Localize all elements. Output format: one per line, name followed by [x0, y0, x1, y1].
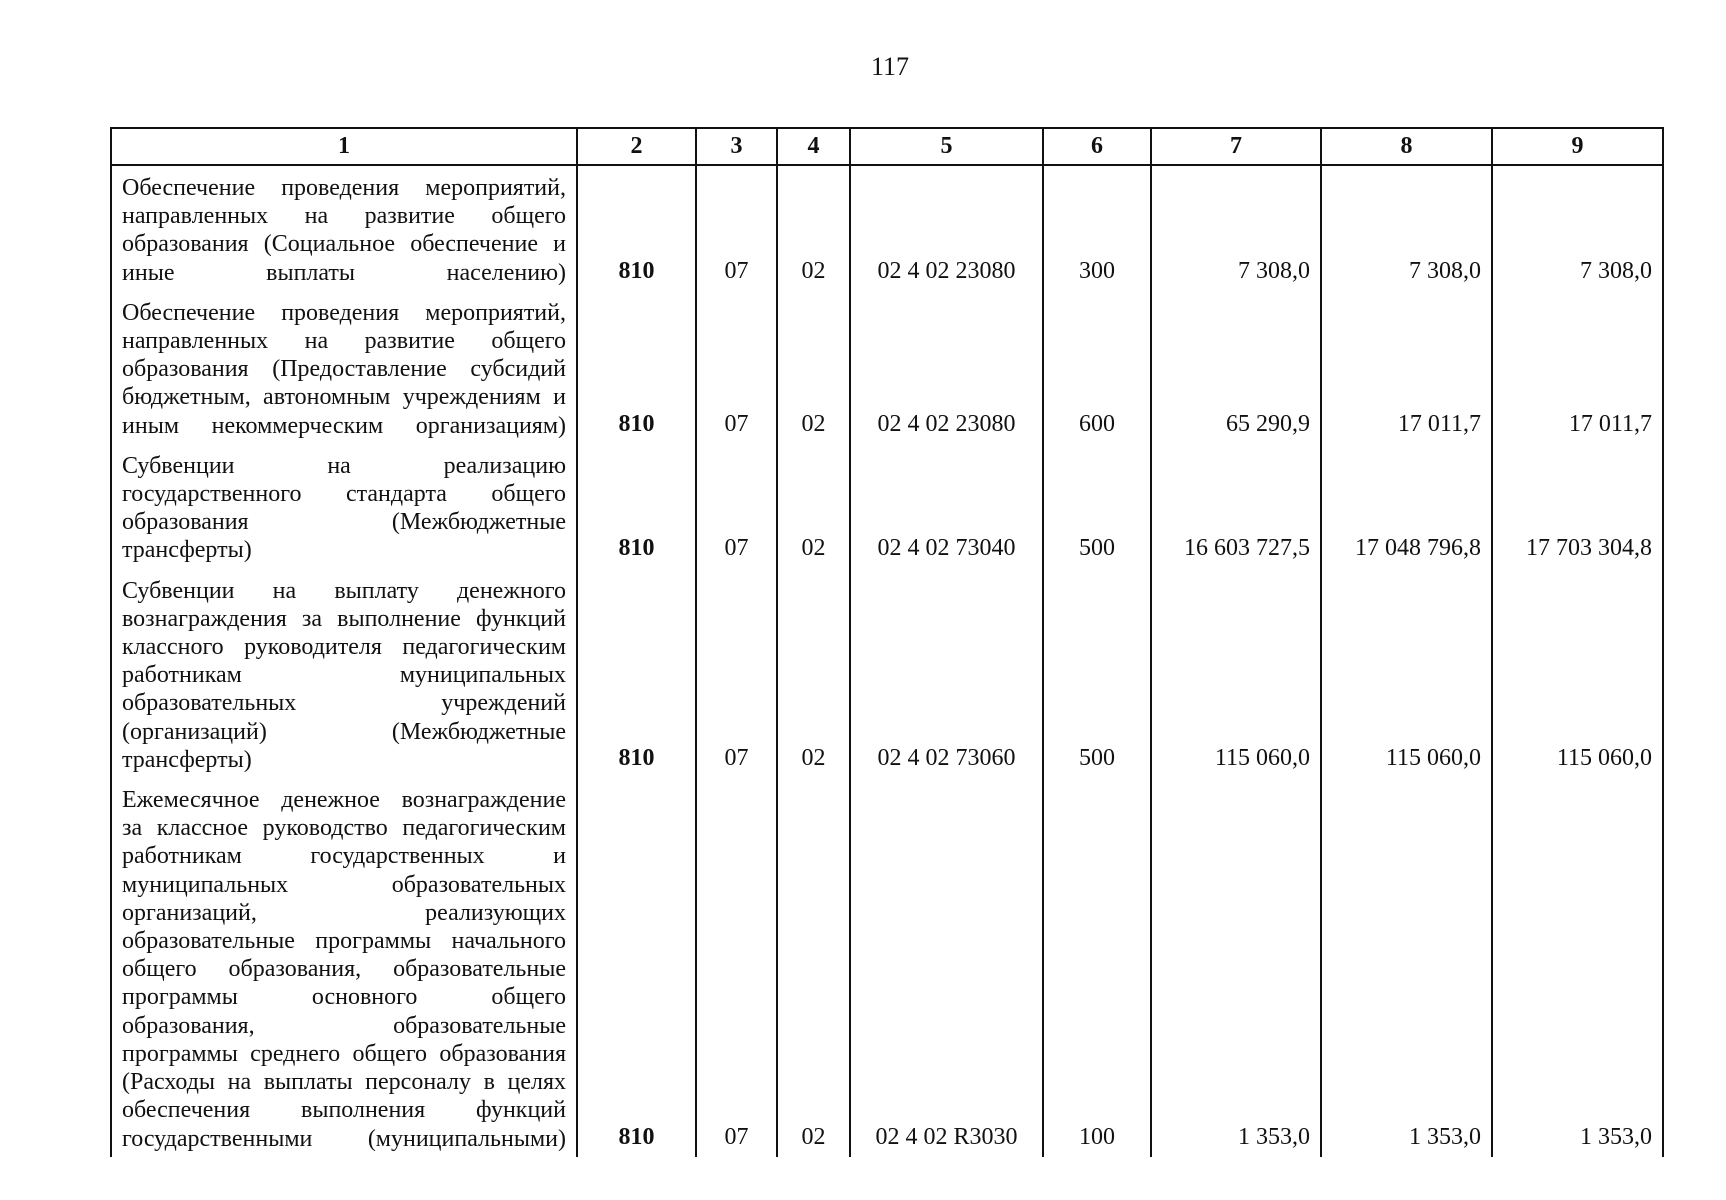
expense-type-cell: 600	[1043, 291, 1151, 444]
description-line: классного руководителя педагогическим	[122, 634, 566, 661]
subsection-cell: 02	[777, 165, 850, 291]
target-article-cell: 02 4 02 73060	[850, 569, 1043, 778]
description-line: Обеспечение проведения мероприятий,	[122, 175, 566, 201]
subsection-cell: 02	[777, 444, 850, 569]
column-header-7: 7	[1151, 128, 1321, 165]
expense-description-cell	[111, 444, 577, 569]
table-body	[111, 165, 1663, 1157]
subsection-cell: 02	[777, 291, 850, 444]
budget-code-cell: 810	[577, 291, 696, 444]
target-article-cell: 02 4 02 R3030	[850, 778, 1043, 1157]
section-cell: 07	[696, 778, 777, 1157]
amount-year-2-cell: 115 060,0	[1321, 569, 1492, 778]
description-line: Ежемесячное денежное вознаграждение	[122, 787, 566, 814]
section-cell: 07	[696, 444, 777, 569]
amount-year-1-cell: 115 060,0	[1151, 569, 1321, 778]
description-line: бюджетным, автономным учреждениям и	[122, 384, 566, 411]
budget-code-cell: 810	[577, 778, 696, 1157]
description-line: программы основного общего	[122, 984, 566, 1011]
amount-year-3-cell: 7 308,0	[1492, 165, 1663, 291]
description-line: направленных на развитие общего	[122, 328, 566, 355]
target-article-cell: 02 4 02 23080	[850, 165, 1043, 291]
description-line: обеспечения выполнения функций	[122, 1097, 566, 1124]
column-header-6: 6	[1043, 128, 1151, 165]
budget-code-cell: 810	[577, 444, 696, 569]
page-number: 117	[870, 52, 910, 81]
table-row	[111, 778, 1663, 1157]
expense-type-cell: 300	[1043, 165, 1151, 291]
description-line: Субвенции на реализацию	[122, 452, 566, 479]
amount-year-2-cell: 7 308,0	[1321, 165, 1492, 291]
description-line: государственными (муниципальными)	[122, 1125, 566, 1152]
target-article-cell: 02 4 02 23080	[850, 291, 1043, 444]
description-line: за классное руководство педагогическим	[122, 815, 566, 842]
amount-year-3-cell: 17 703 304,8	[1492, 444, 1663, 569]
description-line: организаций, реализующих	[122, 899, 566, 926]
description-line: муниципальных образовательных	[122, 871, 566, 898]
amount-year-1-cell: 7 308,0	[1151, 165, 1321, 291]
amount-year-2-cell: 17 048 796,8	[1321, 444, 1492, 569]
description-line: государственного стандарта общего	[122, 481, 566, 508]
description-line: образования (Предоставление субсидий	[122, 356, 566, 383]
description-line: образования (Социальное обеспечение и	[122, 231, 566, 258]
expense-type-cell: 500	[1043, 444, 1151, 569]
description-line: образования, образовательные	[122, 1012, 566, 1039]
subsection-cell: 02	[777, 569, 850, 778]
amount-year-3-cell: 115 060,0	[1492, 569, 1663, 778]
description-line: общего образования, образовательные	[122, 956, 566, 983]
description-line: (Расходы на выплаты персоналу в целях	[122, 1069, 566, 1096]
budget-code-cell: 810	[577, 165, 696, 291]
column-header-2: 2	[577, 128, 696, 165]
table-row	[111, 291, 1663, 444]
description-line: работникам государственных и	[122, 843, 566, 870]
description-line: образовательные программы начального	[122, 928, 566, 955]
expense-description-cell	[111, 569, 577, 778]
amount-year-1-cell: 16 603 727,5	[1151, 444, 1321, 569]
table-row	[111, 165, 1663, 291]
subsection-cell: 02	[777, 778, 850, 1157]
expense-description-cell	[111, 165, 577, 291]
description-line: образовательных учреждений	[122, 690, 566, 717]
description-line: Субвенции на выплату денежного	[122, 577, 566, 604]
amount-year-1-cell: 1 353,0	[1151, 778, 1321, 1157]
expense-type-cell: 500	[1043, 569, 1151, 778]
description-line: вознаграждения за выполнение функций	[122, 605, 566, 632]
column-header-8: 8	[1321, 128, 1492, 165]
description-line: Обеспечение проведения мероприятий,	[122, 299, 566, 326]
column-header-9: 9	[1492, 128, 1663, 165]
expense-type-cell: 100	[1043, 778, 1151, 1157]
description-line: иные выплаты населению)	[122, 259, 566, 286]
description-line: направленных на развитие общего	[122, 203, 566, 230]
budget-code-cell: 810	[577, 569, 696, 778]
column-header-5: 5	[850, 128, 1043, 165]
description-line: работникам муниципальных	[122, 662, 566, 689]
column-header-1: 1	[111, 128, 577, 165]
description-line: иным некоммерческим организациям)	[122, 412, 566, 439]
column-header-3: 3	[696, 128, 777, 165]
budget-table	[110, 127, 1664, 1157]
amount-year-2-cell: 17 011,7	[1321, 291, 1492, 444]
table-header-row	[111, 128, 1663, 165]
section-cell: 07	[696, 291, 777, 444]
amount-year-2-cell: 1 353,0	[1321, 778, 1492, 1157]
column-header-4: 4	[777, 128, 850, 165]
expense-description-cell	[111, 291, 577, 444]
section-cell: 07	[696, 569, 777, 778]
description-line: программы среднего общего образования	[122, 1040, 566, 1067]
amount-year-3-cell: 17 011,7	[1492, 291, 1663, 444]
description-line: (организаций) (Межбюджетные	[122, 718, 566, 745]
target-article-cell: 02 4 02 73040	[850, 444, 1043, 569]
amount-year-1-cell: 65 290,9	[1151, 291, 1321, 444]
description-line: трансферты)	[122, 746, 252, 773]
amount-year-3-cell: 1 353,0	[1492, 778, 1663, 1157]
section-cell: 07	[696, 165, 777, 291]
table-row	[111, 569, 1663, 778]
table-row	[111, 444, 1663, 569]
description-line: трансферты)	[122, 537, 252, 564]
expense-description-cell	[111, 778, 577, 1157]
description-line: образования (Межбюджетные	[122, 509, 566, 536]
